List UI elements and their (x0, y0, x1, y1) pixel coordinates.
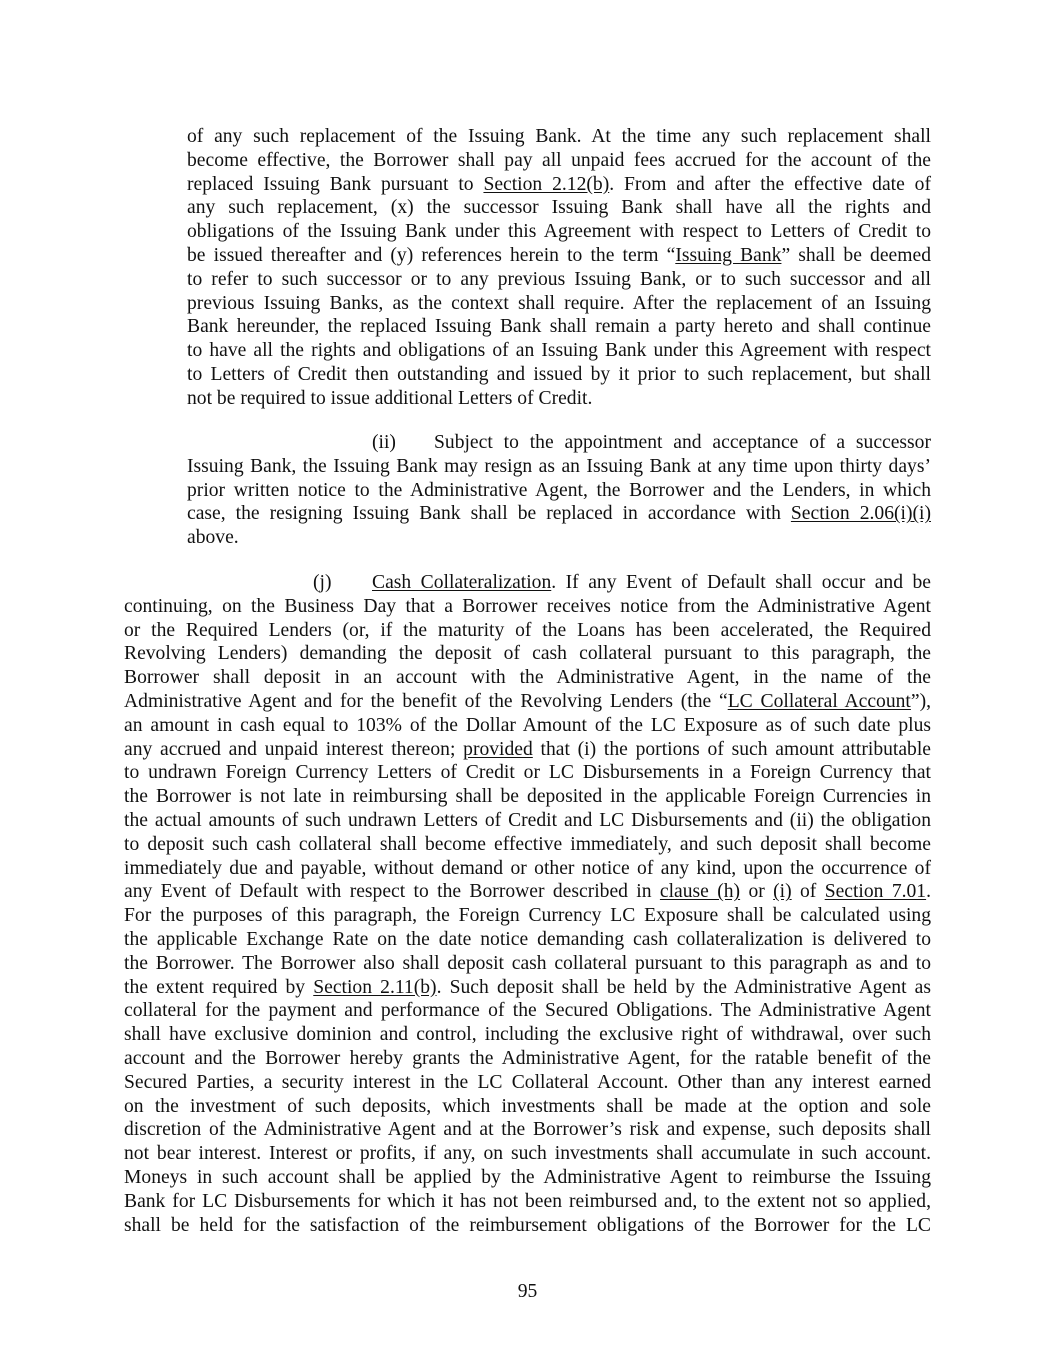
text-line: an amount in cash equal to 103% of the Dollar Amount of the LC Exposure as of such date plus (124, 714, 931, 736)
text-line: collateral for the payment and performance of the Secured Obligations. The Administrative Agent (124, 1000, 931, 1022)
cross-reference-link: LC Collateral Account (727, 691, 911, 712)
text-line: the actual amounts of such undrawn Letters of Credit and LC Disbursements and (ii) the obligation (124, 810, 931, 831)
text-line: Moneys in such account shall be applied by the Administrative Agent to reimburse the Issuing (124, 1167, 931, 1188)
text-line: account and the Borrower hereby grants the Administrative Agent, for the ratable benefit of the (124, 1048, 931, 1069)
list-marker: (ii) (372, 432, 396, 453)
text-line: Subject to the appointment and acceptance of a successor (434, 432, 931, 453)
cross-reference-link: (i) (773, 881, 792, 903)
text-line: Revolving Lenders) demanding the deposit of cash collateral pursuant to this paragraph, the (124, 643, 931, 665)
cross-reference-link: Section 2.12(b) (483, 173, 610, 195)
cross-reference-link: Issuing Bank (675, 245, 782, 266)
text-line: Cash Collateralization. If any Event of Default shall occur and be (372, 572, 931, 593)
text-line: Issuing Bank, the Issuing Bank may resign as an Issuing Bank at any time upon thirty days’ (187, 455, 931, 477)
list-marker: (j) (313, 572, 332, 593)
text-line: to have all the rights and obligations of an Issuing Bank under this Agreement with respect (187, 340, 931, 362)
cross-reference-link: clause (h) (659, 881, 741, 903)
text-line: or the Required Lenders (or, if the maturity of the Loans has been accelerated, the Required (124, 619, 931, 641)
text-line: Secured Parties, a security interest in the LC Collateral Account. Other than any interest earned (124, 1071, 931, 1093)
cross-reference-link: Section 2.11(b) (313, 976, 437, 998)
text-line: on the investment of such deposits, which investments shall be made at the option and sole (124, 1095, 931, 1117)
text-line: to deposit such cash collateral shall become effective immediately, and such deposit shall become (124, 833, 931, 855)
text-line: obligations of the Issuing Bank under this Agreement with respect to Letters of Credit to (187, 221, 931, 243)
text-line: to refer to such successor or to any previous Issuing Bank, or to such successor and all (187, 268, 931, 290)
text-line: become effective, the Borrower shall pay all unpaid fees accrued for the account of the (187, 149, 931, 171)
text-line: Bank for LC Disbursements for which it has not been reimbursed and, to the extent not so applied, (124, 1190, 931, 1212)
text-line: case, the resigning Issuing Bank shall be replaced in accordance with Section 2.06(i)(i) (187, 503, 931, 525)
text-line: shall have exclusive dominion and control, including the exclusive right of withdrawal, over such (124, 1024, 931, 1046)
text-line: Bank hereunder, the replaced Issuing Bank shall remain a party hereto and shall continue (187, 316, 931, 338)
text-line: to undrawn Foreign Currency Letters of Credit or LC Disbursements in a Foreign Currency that (124, 762, 931, 784)
text-line: of any such replacement of the Issuing Bank. At the time any such replacement shall (187, 126, 931, 147)
text-line: prior written notice to the Administrative Agent, the Borrower and the Lenders, in which (187, 479, 931, 501)
text-line: any accrued and unpaid interest thereon; provided that (i) the portions of such amount attributable (124, 738, 931, 760)
text-line: discretion of the Administrative Agent and at the Borrower’s risk and expense, such deposits shall (124, 1119, 931, 1141)
section-heading: Cash Collateralization (372, 572, 552, 593)
text-line: Administrative Agent and for the benefit of the Revolving Lenders (the “LC Collateral Account”), (124, 691, 931, 712)
text-line: the Borrower is not late in reimbursing shall be deposited in the applicable Foreign Currencies in (124, 786, 931, 808)
text-line: immediately due and payable, without demand or other notice of any kind, upon the occurrence of (124, 857, 931, 879)
text-line: previous Issuing Banks, as the context shall require. After the replacement of an Issuing (187, 292, 931, 314)
text-line: not be required to issue additional Letters of Credit. (187, 387, 593, 409)
text-line: replaced Issuing Bank pursuant to Section 2.12(b). From and after the effective date of (187, 173, 932, 195)
text-line: above. (187, 527, 239, 549)
cross-reference-link: provided (463, 738, 533, 760)
text-line: continuing, on the Business Day that a Borrower receives notice from the Administrative Agent (124, 595, 931, 617)
text-line: not bear interest. Interest or profits, if any, on such investments shall accumulate in such account. (124, 1143, 931, 1165)
text-line: any such replacement, (x) the successor Issuing Bank shall have all the rights and (187, 197, 931, 219)
text-line: For the purposes of this paragraph, the Foreign Currency LC Exposure shall be calculated using (124, 905, 931, 927)
text-line: the Borrower. The Borrower also shall deposit cash collateral pursuant to this paragraph as and to (124, 952, 931, 974)
text-line: shall be held for the satisfaction of the reimbursement obligations of the Borrower for the LC (124, 1214, 931, 1236)
text-line: to Letters of Credit then outstanding and issued by it prior to such replacement, but shall (187, 364, 931, 385)
cross-reference-link: Section 2.06(i)(i) (790, 503, 931, 525)
cross-reference-link: Section 7.01 (824, 881, 927, 903)
page-number: 95 (517, 1281, 538, 1302)
text-line: be issued thereafter and (y) references herein to the term “Issuing Bank” shall be deemed (187, 245, 931, 266)
text-line: the extent required by Section 2.11(b). Such deposit shall be held by the Administrative Agent as (124, 976, 931, 998)
text-line: any Event of Default with respect to the Borrower described in clause (h) or (i) of Section 7.01. (124, 881, 932, 903)
text-line: Borrower shall deposit in an account with the Administrative Agent, in the name of the (124, 667, 931, 689)
text-line: the applicable Exchange Rate on the date notice demanding cash collateralization is delivered to (124, 929, 931, 950)
